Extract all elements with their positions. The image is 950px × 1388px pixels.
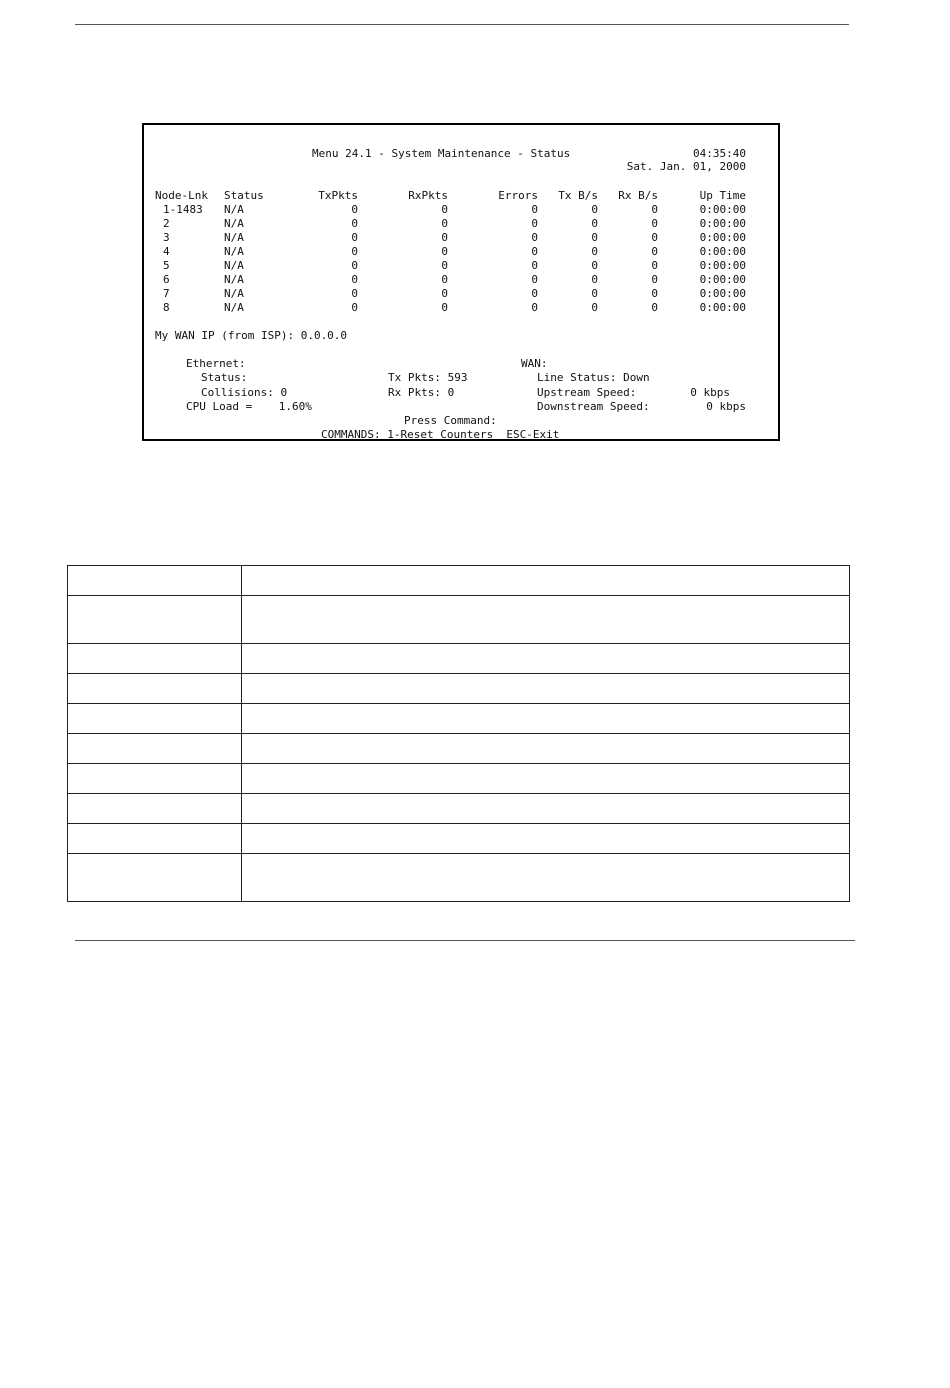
node-cell-txpkts: 0 [351,301,358,314]
table-row [68,734,850,764]
node-cell-tx-bps: 0 [591,203,598,216]
node-cell-tx-bps: 0 [591,245,598,258]
node-cell-status: N/A [224,301,244,314]
table-row [68,794,850,824]
node-cell-rx-bps: 0 [651,287,658,300]
description-cell [242,764,850,794]
cpu-load: CPU Load = 1.60% [186,400,312,413]
node-cell-node-lnk: 2 [163,217,170,230]
rx-packets: Rx Pkts: 0 [388,386,455,399]
downstream-value: 0 kbps [706,400,746,413]
label-cell [68,854,242,902]
ethernet-collisions: Collisions: 0 [201,386,288,399]
node-cell-node-lnk: 1-1483 [163,203,203,216]
label-cell [68,794,242,824]
node-cell-txpkts: 0 [351,245,358,258]
description-cell [242,824,850,854]
node-cell-up-time: 0:00:00 [699,203,746,216]
node-cell-txpkts: 0 [351,217,358,230]
description-cell [242,704,850,734]
node-cell-node-lnk: 4 [163,245,170,258]
line-status: Line Status: Down [537,371,650,384]
node-cell-txpkts: 0 [351,273,358,286]
node-cell-rxpkts: 0 [441,231,448,244]
description-cell [242,674,850,704]
node-cell-node-lnk: 8 [163,301,170,314]
node-cell-up-time: 0:00:00 [699,259,746,272]
node-cell-up-time: 0:00:00 [699,217,746,230]
wan-ip: My WAN IP (from ISP): 0.0.0.0 [155,329,348,342]
node-cell-status: N/A [224,287,244,300]
node-cell-rx-bps: 0 [651,217,658,230]
node-cell-status: N/A [224,231,244,244]
node-cell-errors: 0 [531,231,538,244]
column-header-tx-bps: Tx B/s [558,189,598,202]
node-cell-rx-bps: 0 [651,231,658,244]
label-cell [68,704,242,734]
upstream-value: 0 kbps [690,386,730,399]
node-cell-rxpkts: 0 [441,203,448,216]
column-header-up-time: Up Time [699,189,746,202]
node-cell-status: N/A [224,217,244,230]
node-cell-rxpkts: 0 [441,301,448,314]
node-cell-rxpkts: 0 [441,217,448,230]
status-screen [142,123,780,441]
node-cell-node-lnk: 7 [163,287,170,300]
node-cell-errors: 0 [531,259,538,272]
node-cell-rx-bps: 0 [651,245,658,258]
table-row [68,824,850,854]
label-cell [68,566,242,596]
node-cell-rx-bps: 0 [651,273,658,286]
tx-packets: Tx Pkts: 593 [388,371,468,384]
node-cell-rxpkts: 0 [441,259,448,272]
node-cell-status: N/A [224,259,244,272]
menu-title: Menu 24.1 - System Maintenance - Status [312,147,571,160]
column-header-node-lnk: Node-Lnk [155,189,208,202]
description-cell [242,854,850,902]
node-cell-up-time: 0:00:00 [699,301,746,314]
node-cell-rxpkts: 0 [441,245,448,258]
node-cell-txpkts: 0 [351,259,358,272]
node-cell-txpkts: 0 [351,203,358,216]
table-row [68,596,850,644]
node-cell-errors: 0 [531,273,538,286]
column-header-rx-bps: Rx B/s [618,189,658,202]
table-row [68,674,850,704]
label-cell [68,644,242,674]
node-cell-up-time: 0:00:00 [699,231,746,244]
node-cell-errors: 0 [531,217,538,230]
table-row [68,704,850,734]
node-cell-status: N/A [224,203,244,216]
ethernet-status: Status: [201,371,248,384]
description-cell [242,596,850,644]
node-cell-up-time: 0:00:00 [699,273,746,286]
node-cell-tx-bps: 0 [591,287,598,300]
field-description-table [67,565,850,902]
node-cell-errors: 0 [531,203,538,216]
node-cell-errors: 0 [531,245,538,258]
node-cell-tx-bps: 0 [591,217,598,230]
node-cell-tx-bps: 0 [591,273,598,286]
column-header-rxpkts: RxPkts [408,189,448,202]
clock-date: Sat. Jan. 01, 2000 [626,160,746,173]
node-cell-node-lnk: 6 [163,273,170,286]
label-cell [68,764,242,794]
label-cell [68,596,242,644]
description-cell [242,794,850,824]
table-row [68,854,850,902]
node-cell-txpkts: 0 [351,231,358,244]
node-cell-rx-bps: 0 [651,301,658,314]
label-cell [68,734,242,764]
downstream-label: Downstream Speed: [537,400,650,413]
node-cell-errors: 0 [531,287,538,300]
header-rule [75,24,849,25]
column-header-status: Status [224,189,264,202]
description-cell [242,566,850,596]
ethernet-label: Ethernet: [186,357,246,370]
table-row [68,566,850,596]
wan-label: WAN: [521,357,548,370]
node-cell-rx-bps: 0 [651,259,658,272]
table-row [68,644,850,674]
label-cell [68,824,242,854]
node-cell-tx-bps: 0 [591,231,598,244]
clock-time: 04:35:40 [693,147,746,160]
description-cell [242,644,850,674]
description-cell [242,734,850,764]
node-cell-rx-bps: 0 [651,203,658,216]
column-header-txpkts: TxPkts [318,189,358,202]
column-header-errors: Errors [498,189,538,202]
node-cell-rxpkts: 0 [441,273,448,286]
table-row [68,764,850,794]
node-cell-up-time: 0:00:00 [699,245,746,258]
label-cell [68,674,242,704]
node-cell-rxpkts: 0 [441,287,448,300]
press-command-prompt[interactable]: Press Command: [404,414,497,427]
node-cell-status: N/A [224,245,244,258]
upstream-label: Upstream Speed: [537,386,637,399]
node-cell-node-lnk: 3 [163,231,170,244]
node-cell-tx-bps: 0 [591,301,598,314]
node-cell-txpkts: 0 [351,287,358,300]
node-cell-tx-bps: 0 [591,259,598,272]
node-cell-up-time: 0:00:00 [699,287,746,300]
node-cell-node-lnk: 5 [163,259,170,272]
footer-rule [75,940,855,941]
commands-hint: COMMANDS: 1-Reset Counters ESC-Exit [321,428,560,441]
node-cell-errors: 0 [531,301,538,314]
node-cell-status: N/A [224,273,244,286]
